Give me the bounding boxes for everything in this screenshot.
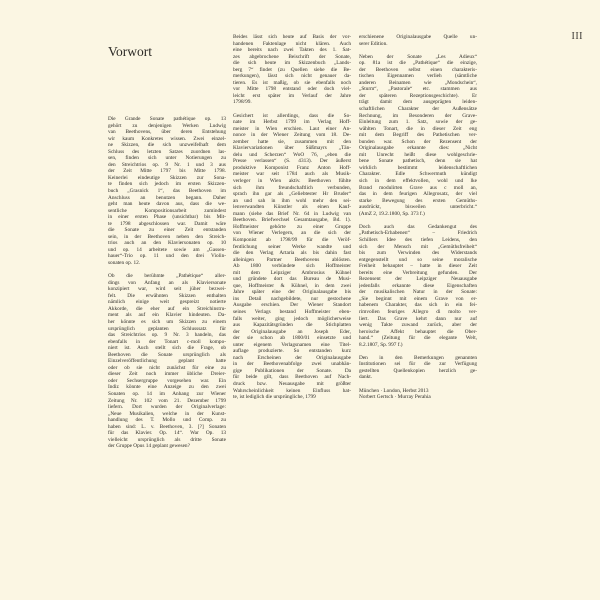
text-line: (AmZ 2, 19.2.1800, Sp. 373 f.) bbox=[359, 210, 425, 217]
text-line: Originalausgabe erkannte dies: „Nicht bbox=[359, 145, 477, 152]
text-line: mit dem Begriff des Pathetischen ver- bbox=[359, 132, 477, 139]
text-line: bereits eine Verbreitung gefunden. Der bbox=[359, 269, 477, 276]
text-line: zember hatte sie, zusammen mit den bbox=[233, 138, 351, 145]
text-line: 1798/99. bbox=[233, 99, 252, 106]
text-line: nämlich einige weit gespreizt notierte bbox=[108, 299, 226, 306]
text-line: nach Erscheinen der Originalausgabe bbox=[233, 354, 351, 361]
text-line: Institutionen sei für die zur Verfügung bbox=[359, 361, 477, 368]
text-line: te 1798 abgeschlossen war. Damit wäre bbox=[108, 220, 226, 227]
text-line: meister war seit 1784 auch als Musik- bbox=[233, 171, 351, 178]
text-line: wählten Tonart, die in dieser Zeit eng bbox=[359, 125, 477, 132]
text-line: sonaten op. 12. bbox=[108, 260, 141, 267]
text-line: der Originalausgabe an Joseph Eder, bbox=[233, 328, 351, 335]
text-line: liefern. Dort wurden der Originalverlage: bbox=[108, 404, 226, 411]
text-line: Akkorde, die eher auf ein Streichinstru- bbox=[108, 305, 226, 312]
paragraph-1 bbox=[233, 34, 351, 113]
text-line: an und sah in ihm wohl mehr den sei- bbox=[233, 197, 351, 204]
paragraph-1 bbox=[108, 116, 226, 273]
text-line: die den Verlag Artaria als bis dahin fast bbox=[233, 250, 351, 257]
text-line: que, Hoffmeister & Kühnel, in dem zwei bbox=[233, 282, 351, 289]
text-line: Den in den Bemerkungen genannten bbox=[359, 354, 477, 361]
text-line: tischen Eigennamen verlieh (sämtliche bbox=[359, 73, 477, 80]
text-line: wenig Takte zuwand zurück, aber der bbox=[359, 322, 477, 329]
text-line: sich ihm freundschaftlich verbunden, bbox=[233, 184, 351, 191]
text-line: handenen Faktenlage nicht klären. Auch bbox=[233, 40, 351, 47]
text-line: die Sonate zu einer Zeit entstanden bbox=[108, 227, 226, 234]
text-line: Neben der Sonate „Les Adieux“ bbox=[359, 53, 477, 60]
text-line: alleinigen Partner Beethovens ablösten. bbox=[233, 256, 351, 263]
text-line: konzipiert war, wird seit jüher bezwei- bbox=[108, 286, 226, 293]
text-line: anderen Beinamen wie „Mondschein“, bbox=[359, 79, 477, 86]
paragraph-3 bbox=[359, 224, 477, 355]
paragraph-2 bbox=[233, 113, 351, 401]
text-line: Keinerlei eindeutige Skizzen zur Sona- bbox=[108, 174, 226, 181]
text-line: Hoffmeister gehörte zu einer Gruppe bbox=[233, 223, 351, 230]
text-line: mann (siehe das Brief Nr. 64 in Ludwig van bbox=[233, 210, 351, 217]
text-line: dankt. bbox=[359, 374, 373, 381]
text-line: „Sturm“, „Pastorale“ etc. stammen aus bbox=[359, 86, 477, 93]
text-line: für das Klavier. Op. 14“. War Op. 13 bbox=[108, 430, 226, 437]
signature-place-date: München · London, Herbst 2013 bbox=[359, 387, 429, 394]
text-line: liert. Das Grave kehrt dann nur auf bbox=[359, 315, 477, 322]
page-number: III bbox=[571, 31, 583, 42]
text-line: handlung des T. Mollo und Comp. zu bbox=[108, 417, 226, 424]
text-line: den Streichtrios op. 9 Nr. 1 und 3 aus bbox=[108, 161, 226, 168]
text-line: das in dem feurigen Allegrosatz, der viel bbox=[359, 191, 477, 198]
text-line: Schluss des letzten Satzes zuordnen las- bbox=[108, 148, 226, 155]
text-line: bis zum Verwinden des Widerstands bbox=[359, 250, 477, 257]
text-line: druck bzw. Neuausgabe mit größter bbox=[233, 380, 351, 387]
text-line: ins Detail nachgebildete, nur gestochene bbox=[233, 295, 351, 302]
text-line: geht man heute davon aus, dass die we- bbox=[108, 201, 226, 208]
text-line: Ausgabe erschien. Der Wiener Standort bbox=[233, 302, 351, 309]
text-line: Charakter. Edle Schwermuth kündigt bbox=[359, 171, 477, 178]
text-line: tieren. Es ist maßig, ob sie ebenfalls noch bbox=[233, 79, 351, 86]
text-line: der musikalischen Natur in der Sonate: bbox=[359, 289, 477, 296]
text-line: der sie schon ab 1800/01 einsetzte und bbox=[233, 335, 351, 342]
text-line: Einleitung zum 1. Satz, sowie der ge- bbox=[359, 119, 477, 126]
text-line: und op. 14 arbeitete sowie am „Gassen- bbox=[108, 246, 226, 253]
text-line: Klaviervariationen über Süßmayrs „Tän- bbox=[233, 145, 351, 152]
text-line: van Beethovens, über deren Entstehung bbox=[108, 129, 226, 136]
text-line: niert ist. Auch stellt sich die Frage, ob bbox=[108, 345, 226, 352]
text-line: ment als auf ein Klavier hindeuten. Da- bbox=[108, 312, 226, 319]
text-line: nonce in der Wiener Zeitung vom 18. De- bbox=[233, 132, 351, 139]
text-line: dieser Zeit noch immer übliche Dreier- bbox=[108, 371, 226, 378]
text-line: op. 81a ist die „Pathétique“ die einzige, bbox=[359, 60, 477, 67]
text-line: te finden sich jedoch im ersten Skizzen- bbox=[108, 181, 226, 188]
text-line: Komponist ab 1798/99 für die Veröf- bbox=[233, 236, 351, 243]
text-line: Presse verlassen“ (S. 4313). Der äußerst bbox=[233, 158, 351, 165]
text-line: hauer“-Trio op. 11 und den drei Violin- bbox=[108, 253, 226, 260]
text-line: dings von Anfang an als Klaviersonate bbox=[108, 279, 226, 286]
text-line: Beides lässt sich heute auf Basis der vor- bbox=[233, 34, 351, 40]
text-line: hand.“ (Zeitung für die elegante Welt, bbox=[359, 335, 477, 342]
text-line: habenem Charakter, das sich in ein fei- bbox=[359, 302, 477, 309]
text-line: meister in Wien erschien. Laut einer An- bbox=[233, 125, 351, 132]
text-line: ne Skizzen, die sich unzweifelhaft dem bbox=[108, 142, 226, 149]
text-line: Wahrscheinlichkeit keinen Einfluss hat- bbox=[233, 387, 351, 394]
text-line: auflage produzierte. So entstanden kurz bbox=[233, 348, 351, 355]
text-column-1 bbox=[108, 116, 226, 450]
text-line: starke Bewegung des ersten Gemüths- bbox=[359, 197, 477, 204]
text-line: Die Grande Sonate pathétique op. 13 bbox=[108, 116, 226, 122]
text-line: her könnte es sich um Skizzen zu einem bbox=[108, 318, 226, 325]
text-line: Beethoven. Briefwechsel Gesamtausgabe, Bd. 1). bbox=[233, 217, 351, 224]
text-line: vor Mitte 1798 entstand oder doch viel- bbox=[233, 86, 351, 93]
text-line: erschienene Originalausgabe Quelle un- bbox=[359, 34, 477, 40]
text-line: wir kaum Konkretes wissen. Zwei einzel- bbox=[108, 135, 226, 142]
text-line: eine bereits nach zwei Takten des 1. Sat- bbox=[233, 47, 351, 54]
text-line: te, ist lediglich die ursprüngliche, 1799 bbox=[233, 394, 316, 401]
text-line: für beide gilt, dass Beethoven auf Nach- bbox=[233, 374, 351, 381]
text-line: Anschluss an benutzen begann. Daher bbox=[108, 194, 226, 201]
text-line: Ab 1800 verbündete sich Hoffmeister bbox=[233, 263, 351, 270]
text-line: sich in dem effektvollen, wohl und lke bbox=[359, 178, 477, 185]
text-line: „Pathetisch-Erhabenen“ – Friedrich bbox=[359, 230, 477, 237]
text-line: und gründete dort das Bureau de Musi- bbox=[233, 276, 351, 283]
text-line: haben sind: L. v. Beethoven, 3. [?] Sonaten bbox=[108, 423, 226, 430]
paragraph-2 bbox=[359, 54, 477, 224]
text-line: rimvollen feuriges Allegro di molto ver- bbox=[359, 308, 477, 315]
text-line: nate im Herbst 1799 im Verlag Hoff- bbox=[233, 119, 351, 126]
text-line: in der Beethovenabfolge zwei unabhän- bbox=[233, 361, 351, 368]
text-line: wirklich bestimmt leidenschaftlichen bbox=[359, 164, 477, 171]
text-line: „Sie beginnt mit einem Grave von er- bbox=[359, 295, 477, 302]
text-line: unter eigenem Verlagsnamen eine Titel- bbox=[233, 341, 351, 348]
text-line: Indiz könnte eine Anzeige zu den zwei bbox=[108, 384, 226, 391]
text-line: aus Kapazitätsgründen die Stichplatten bbox=[233, 322, 351, 329]
text-line: buch „Grasnick 1“, das Beethoven im bbox=[108, 188, 226, 195]
text-line: Gesichert ist allerdings, dass die So- bbox=[233, 112, 351, 119]
text-line: entgegenstellt und so seine moralische bbox=[359, 256, 477, 263]
text-line: Ob die berühmte „Pathétique“ aller- bbox=[108, 273, 226, 280]
text-line: heroische Affekt behauptet die Ober- bbox=[359, 328, 477, 335]
text-line: Rezensent der Leipziger Neuausgabe bbox=[359, 276, 477, 283]
text-line: lenverwandten Künstler als einen Kauf- bbox=[233, 204, 351, 211]
text-line: verleger in Wien aktiv. Beethoven fühlte bbox=[233, 178, 351, 185]
text-line: sein, in der Beethoven neben den Streich- bbox=[108, 233, 226, 240]
text-line: bene Sonate pathetisch, denn sie hat bbox=[359, 158, 477, 165]
text-line: delu und Scherzen“ WoO 76, „eben die bbox=[233, 151, 351, 158]
text-line: oder ob sie nicht zunächst für eine zu bbox=[108, 364, 226, 371]
text-line: zes abgebrochene Beischrift der Sonate, bbox=[233, 53, 351, 60]
text-line: trios auch an den Klaviersonaten op. 10 bbox=[108, 240, 226, 247]
text-line: mit Unrecht heißt diese wohlgeschrie- bbox=[359, 151, 477, 158]
text-line: der Beethoven selbst einen charakteris- bbox=[359, 66, 477, 73]
text-line: Doch auch das Gedankengut des bbox=[359, 223, 477, 230]
text-line: mit dem Leipziger Ambrosius Kühnel bbox=[233, 269, 351, 276]
text-line: sentliche Kompositionsarbeit zumindest bbox=[108, 207, 226, 214]
text-line: sich der Mensch mit „Gemüthsfreiheit“ bbox=[359, 243, 477, 250]
text-line: Sonaten op. 14 im Anhang zur Wiener bbox=[108, 390, 226, 397]
text-line: der Gruppe Opus 14 geplant gewesen? bbox=[108, 443, 190, 450]
text-line: 8.2.1807, Sp. 997 f.) bbox=[359, 341, 403, 348]
text-line: „Neue Musikalien, welche in der Kunst- bbox=[108, 410, 226, 417]
text-line: von Wiener Verlegern, an die sich der bbox=[233, 230, 351, 237]
text-line: sen, finden sich unter Notierungen zu bbox=[108, 155, 226, 162]
text-line: Rechnung, im Besonderen der Grave- bbox=[359, 112, 477, 119]
text-line: Freiheit behauptet – hatte in dieser Zeit bbox=[359, 263, 477, 270]
text-line: schaftlichen Charakter der Außensätze bbox=[359, 106, 477, 113]
text-line: berg 7“ findet (zu Quellen siehe die Be- bbox=[233, 66, 351, 73]
text-line: Beethoven die Sonate ursprünglich als bbox=[108, 351, 226, 358]
text-line: ebenfalls in der Tonart c-moll kompo- bbox=[108, 338, 226, 345]
text-line: produktive Komponist Franz Anton Hoff- bbox=[233, 164, 351, 171]
text-line: gige Publikationen der Sonate. Da bbox=[233, 367, 351, 374]
text-line: in einer ersten Phase (unsichtbar) bis Mit- bbox=[108, 214, 226, 221]
text-line: Jahre später eine der Originalausgabe bis bbox=[233, 289, 351, 296]
text-line: seines Verlags bestand Hoffmeister eben- bbox=[233, 308, 351, 315]
text-line: oder Sechsergruppe vorgesehen war. Ein bbox=[108, 377, 226, 384]
text-line: sprach ihn gar als „Geliebtester Hr Bruder“ bbox=[233, 191, 351, 198]
text-line: gehört zu denjenigen Werken Ludwig bbox=[108, 122, 226, 129]
paragraph-1 bbox=[359, 34, 477, 54]
text-column-3 bbox=[359, 34, 477, 401]
text-line: ausdrückt, bisweilen unterbricht.“ bbox=[359, 204, 477, 211]
paragraph-4 bbox=[359, 355, 477, 381]
text-line: leicht erst später im Verlauf der Jahre bbox=[233, 92, 351, 99]
text-line: Brand modulirten Grave aus c moll an, bbox=[359, 184, 477, 191]
text-line: Zeitung Nr. 102 vom 21. Dezember 1799 bbox=[108, 397, 226, 404]
text-line: fentlichung seiner Werke wandte und bbox=[233, 243, 351, 250]
text-line: der Zeit Mitte 1797 bis Mitte 1798. bbox=[108, 168, 226, 175]
text-line: felt. Die erwähnten Skizzen enthalten bbox=[108, 292, 226, 299]
text-line: die sich heute im Skizzenbuch „Lands- bbox=[233, 60, 351, 67]
text-line: das Streichtrios op. 9 Nr. 3 handeln, das bbox=[108, 332, 226, 339]
text-line: jedenfalls erkannte diese Eigenschaften bbox=[359, 282, 477, 289]
text-line: trägt damit dem ausgeprägten leiden- bbox=[359, 99, 477, 106]
text-line: Einzelveröffentlichung geplant hatte bbox=[108, 358, 226, 365]
text-line: der späteren Rezeptionsgeschichte). Er bbox=[359, 92, 477, 99]
text-line: merkungen), lässt sich nicht genauer da- bbox=[233, 73, 351, 80]
signature-authors: Norbert Gertsch · Murray Perahia bbox=[359, 394, 431, 401]
text-line: ursprünglich geplanten Schlusssatz für bbox=[108, 325, 226, 332]
paragraph-2 bbox=[108, 273, 226, 450]
text-line: falls weiter, ging jedoch möglicherweise bbox=[233, 315, 351, 322]
text-column-2 bbox=[233, 34, 351, 401]
page-title: Vorwort bbox=[108, 44, 153, 59]
text-line: Schillers Idee des tiefen Leidens, den bbox=[359, 236, 477, 243]
text-line: serer Edition. bbox=[359, 40, 388, 47]
text-line: vielleicht ursprünglich als dritte Sonate bbox=[108, 436, 226, 443]
text-line: bunden war. Schon der Rezensent der bbox=[359, 138, 477, 145]
text-line: gestellten Quellenkopien herzlich ge- bbox=[359, 367, 477, 374]
